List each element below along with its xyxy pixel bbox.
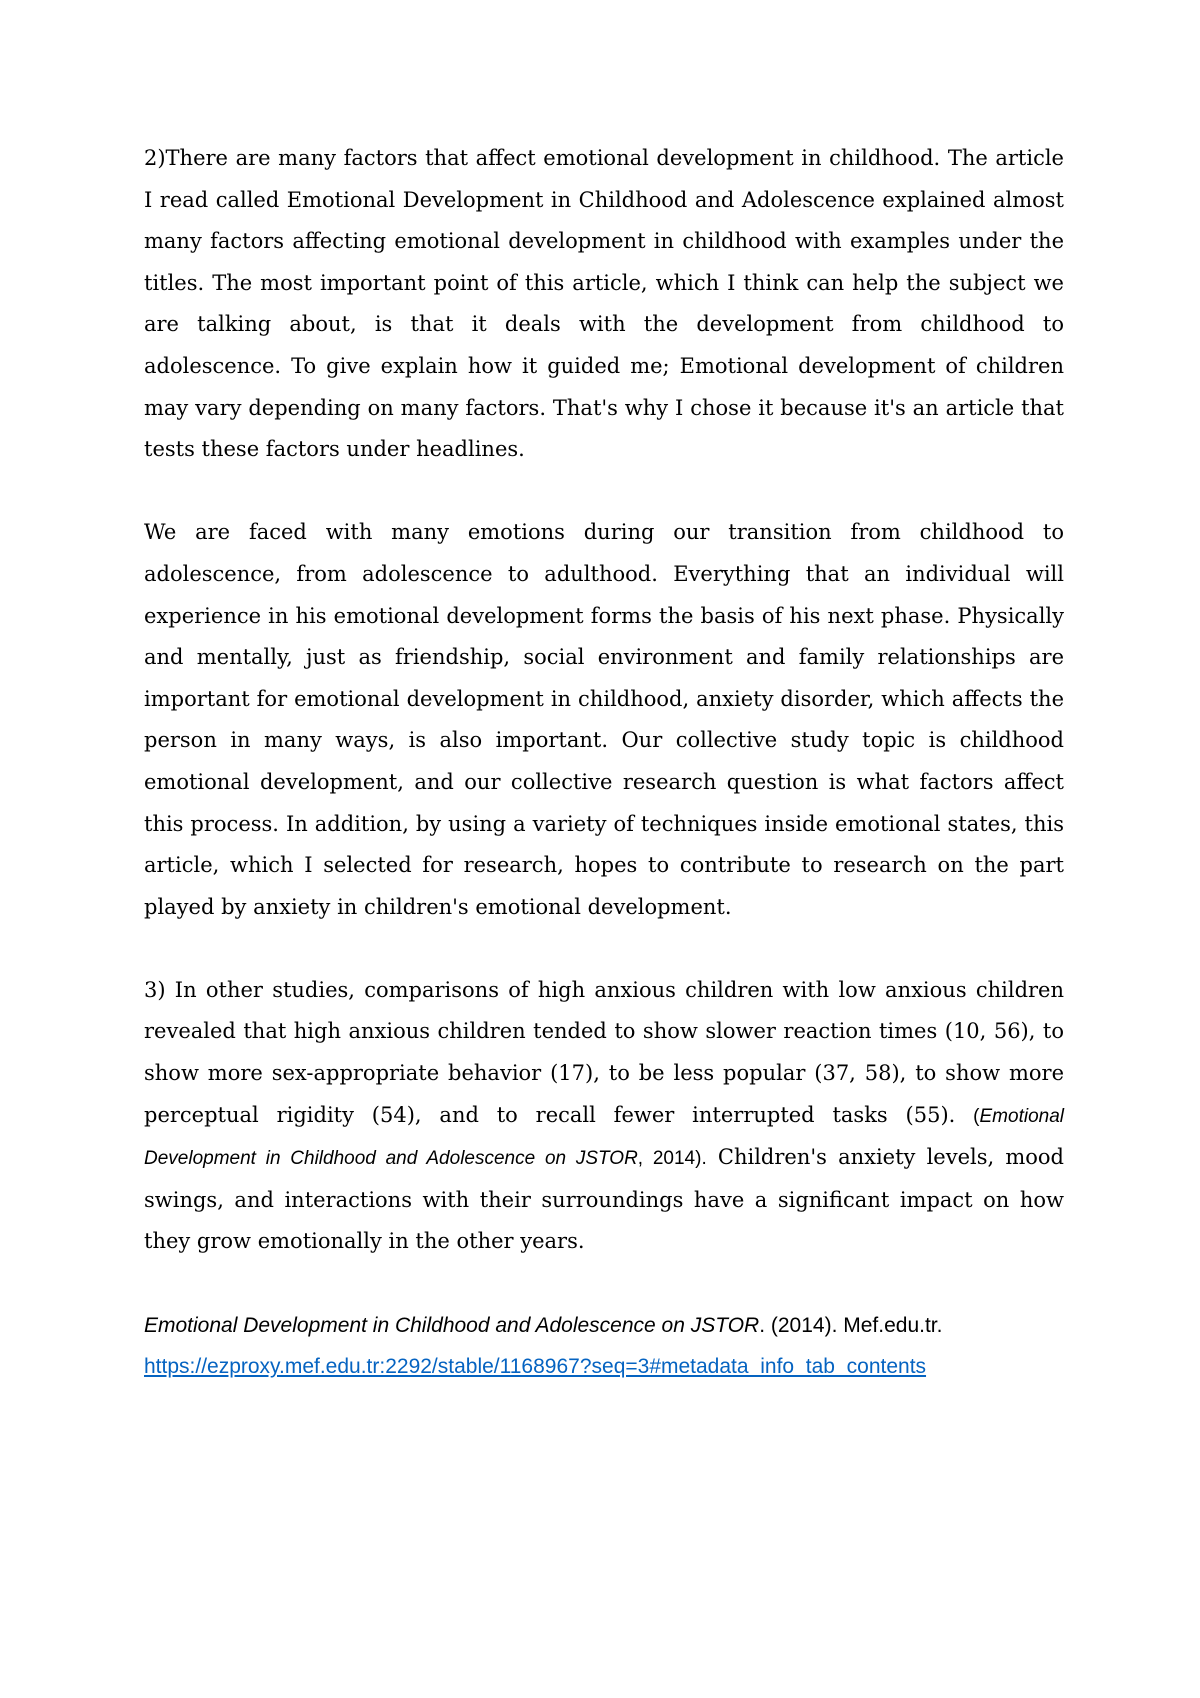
in-text-citation-title: Emotional Development in Childhood and Adolescence on JSTOR	[144, 1105, 1064, 1170]
reference-details: . (2014). Mef.edu.tr.	[759, 1313, 943, 1337]
reference-title: Emotional Development in Childhood and Adolescence on JSTOR	[144, 1313, 760, 1337]
in-text-citation-year: , 2014).	[637, 1148, 707, 1170]
anxiety-studies-text: 3) In other studies, comparisons of high anxious children with low anxious children revealed that high anxious children tended to show slower reaction times (10, 56), to show more sex-appropriate behavior (17), to be less popular (37, 58), to show more perceptual rigidity (54), and to recall fewer interrupted tasks (55).	[144, 977, 1064, 1127]
anxiety-conclusion-text: Children's anxiety levels, mood swings, and interactions with their surroundings have a significant impact on how they grow emotionally in the other years.	[144, 1145, 1064, 1254]
citation-open-paren: (	[973, 1105, 980, 1127]
paragraph-factors-intro: 2)There are many factors that affect emotional development in childhood. The article I read called Emotional Development in Childhood and Adolescence explained almost many factors affecting emotional development in childhood with examples under the titles. The most important point of this article, which I think can help the subject we are talking about, is that it deals with the development from childhood to adolescence. To give explain how it guided me; Emotional development of children may vary depending on many factors. That's why I chose it because it's an article that tests these factors under headlines.	[144, 146, 1064, 462]
paragraph-anxiety-studies	[144, 970, 1064, 1263]
reference-url-link[interactable]: https://ezproxy.mef.edu.tr:2292/stable/1168967?seq=3#metadata_info_tab_contents	[144, 1355, 927, 1379]
paragraph-emotions-transition: We are faced with many emotions during our transition from childhood to adolescence, from adolescence to adulthood. Everything that an individual will experience in his emotional development forms the basis of his next phase. Physically and mentally, just as friendship, social environment and family relationships are important for emotional development in childhood, anxiety disorder, which affects the person in many ways, is also important. Our collective study topic is childhood emotional development, and our collective research question is what factors affect this process. In addition, by using a variety of techniques inside emotional states, this article, which I selected for research, hopes to contribute to research on the part played by anxiety in children's emotional development.	[144, 520, 1064, 919]
document-page	[144, 138, 1064, 1388]
reference-entry	[144, 1305, 1064, 1388]
